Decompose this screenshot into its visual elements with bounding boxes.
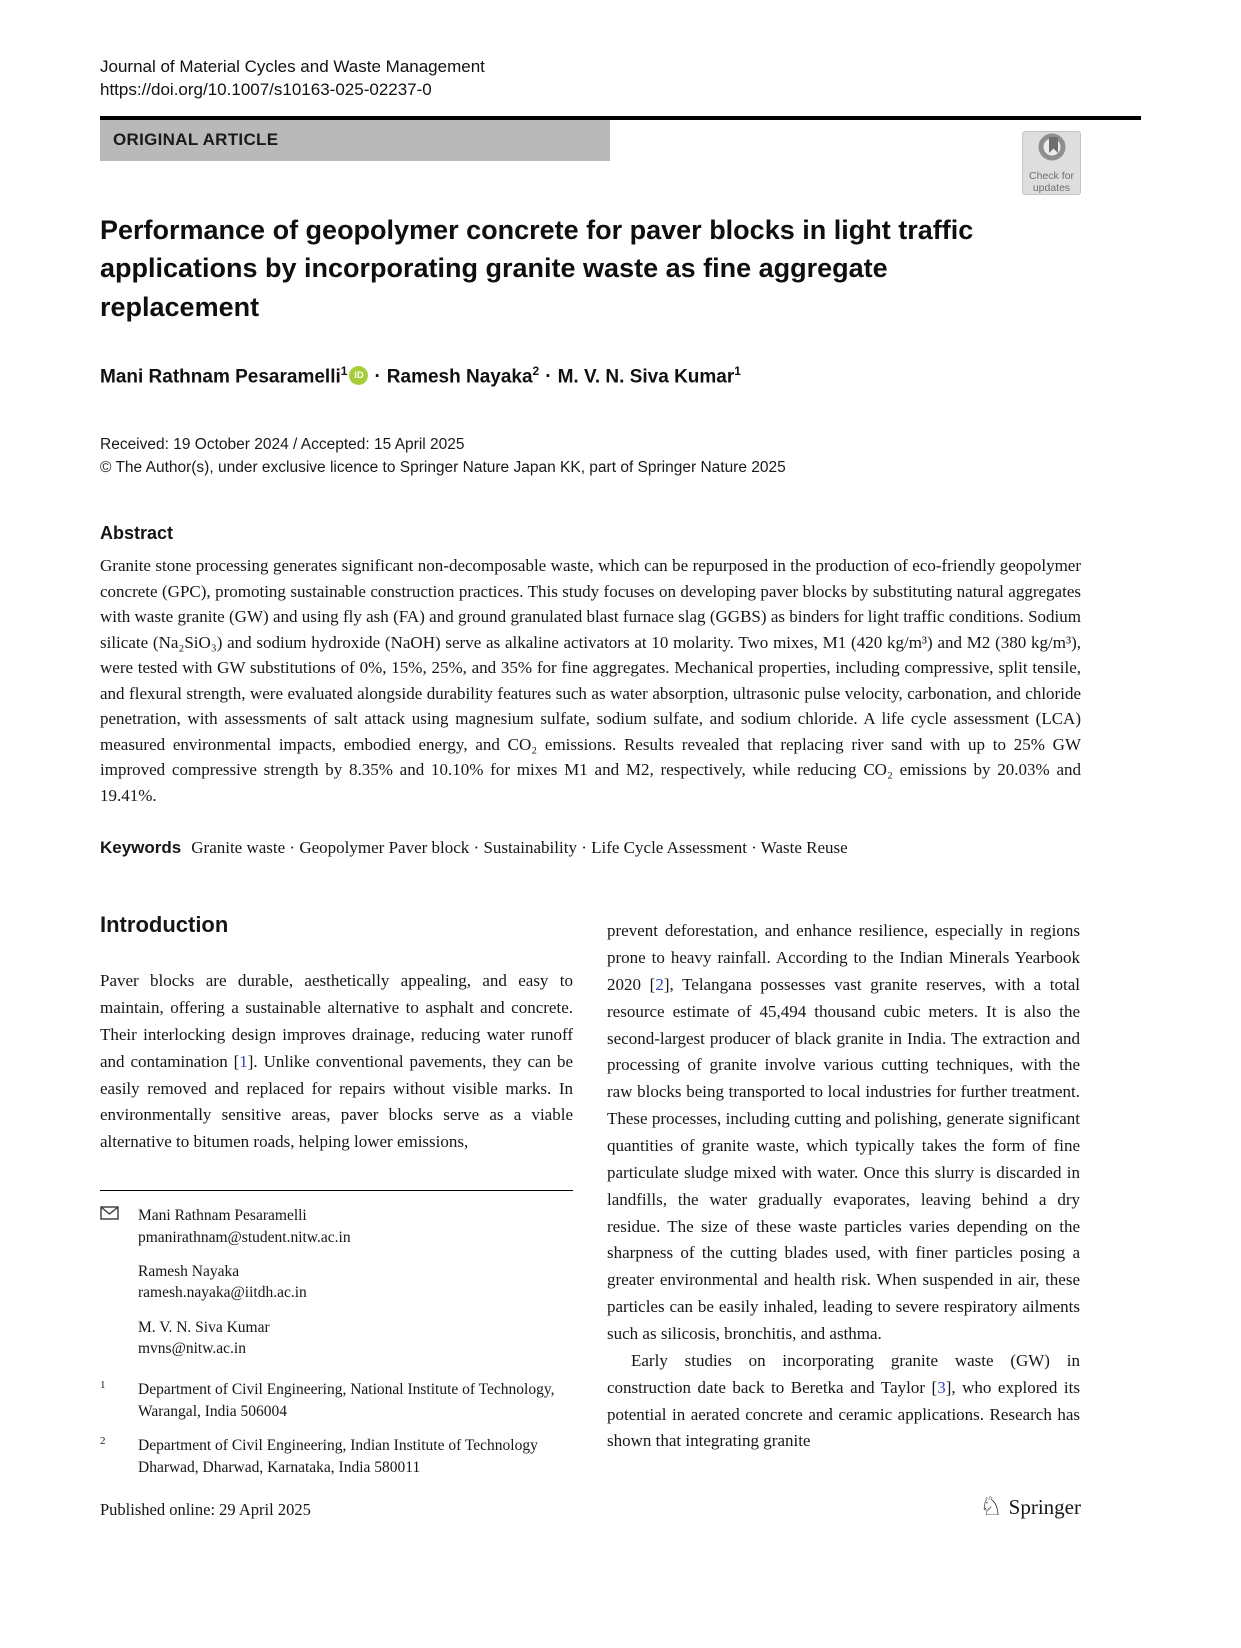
envelope-icon <box>100 1205 138 1248</box>
right-column <box>607 912 1080 1491</box>
page-footer <box>100 1494 1081 1520</box>
copyright-line: © The Author(s), under exclusive licence to Springer Nature Japan KK, part of Springer Nature 2025 <box>100 458 786 476</box>
springer-wordmark: Springer <box>1008 1494 1081 1519</box>
author-3-name: M. V. N. Siva Kumar <box>557 366 735 388</box>
keywords-label: Keywords <box>100 838 182 858</box>
header-rule <box>100 116 1141 195</box>
contact-1-name: Ramesh Nayaka <box>138 1262 240 1280</box>
contact-2-email[interactable]: mvns@nitw.ac.in <box>138 1340 246 1358</box>
contact-2-name: M. V. N. Siva Kumar <box>138 1318 270 1336</box>
left-column <box>100 912 573 1491</box>
doi-link[interactable]: https://doi.org/10.1007/s10163-025-02237-0 <box>100 79 432 99</box>
correspondence-entry <box>100 1205 573 1248</box>
author-2-affiliation-sup: 2 <box>532 363 540 378</box>
abstract-heading: Abstract <box>100 523 174 544</box>
author-separator: · <box>545 366 552 388</box>
author-1-affiliation-sup: 1 <box>340 363 348 378</box>
springer-logo <box>979 1494 1081 1520</box>
footnote-block <box>100 1190 573 1478</box>
orcid-icon[interactable]: iD <box>349 366 368 385</box>
article-type-label: ORIGINAL ARTICLE <box>113 130 279 150</box>
reference-link[interactable]: 3 <box>937 1377 946 1397</box>
author-2-name: Ramesh Nayaka <box>386 366 533 388</box>
received-accepted-line: Received: 19 October 2024 / Accepted: 15 April 2025 <box>100 436 465 454</box>
article-title: Performance of geopolymer concrete for paver blocks in light traffic applications by incorporating granite waste as fine aggregate replacement <box>100 214 974 322</box>
intro-paragraph-right-1: prevent deforestation, and enhance resilience, especially in regions prone to heavy rainfall. According to the Indian Minerals Yearbook 2020 [2], Telangana possesses vast granite reserves, with a total resource estimate of 45,494 thousand cubic meters. It is also the second-largest producer of black granite in India. The extraction and processing of granite involve various cutting techniques, with the raw blocks being transported to local industries for further treatment. These processes, including cutting and polishing, generate significant quantities of granite waste, which typically takes the form of fine particulate sludge mixed with water. Once this slurry is discarded in landfills, the water gradually evaporates, leaving behind a dry residue. The size of these waste particles varies depending on the sharpness of the cutting blades used, with finer particles posing a greater environmental and health risk. When suspended in air, these particles can be easily inhaled, leading to severe respiratory ailments such as silicosis, bronchitis, and asthma. <box>607 921 1080 1344</box>
check-for-updates-label-2: updates <box>1032 182 1071 195</box>
correspondence-name: Mani Rathnam Pesaramelli <box>138 1207 307 1225</box>
published-online: Published online: 29 April 2025 <box>100 1500 311 1519</box>
article-type-banner <box>100 120 610 161</box>
correspondence-email[interactable]: pmanirathnam@student.nitw.ac.in <box>138 1228 351 1246</box>
affiliation-entry <box>100 1435 573 1478</box>
journal-name: Journal of Material Cycles and Waste Management <box>100 57 485 76</box>
intro-paragraph-right-2: Early studies on incorporating granite waste (GW) in construction date back to Beretka and Taylor [3], who explored its potential in aerated concrete and ceramic applications. Research has shown that integrating granite <box>607 1350 1080 1451</box>
author-1-name: Mani Rathnam Pesaramelli <box>100 366 341 388</box>
check-for-updates-badge[interactable] <box>1022 131 1081 195</box>
author-separator: · <box>374 366 381 388</box>
introduction-heading: Introduction <box>100 912 229 938</box>
abstract-section <box>100 523 1081 808</box>
contact-entry <box>100 1261 573 1304</box>
check-for-updates-icon <box>1035 131 1069 170</box>
keywords-value: Granite waste · Geopolymer Paver block · Sustainability · Life Cycle Assessment · Waste Reuse <box>191 838 848 858</box>
abstract-text: Granite stone processing generates significant non-decomposable waste, which can be repurposed in the production of eco-friendly geopolymer concrete (GPC), promoting sustainable construction practices. This study focuses on developing paver blocks by substituting natural aggregates with waste granite (GW) and using fly ash (FA) and ground granulated blast furnace slag (GGBS) as binders for light traffic conditions. Sodium silicate (Na₂SiO₃) and sodium hydroxide (NaOH) serve as alkaline activators at 10 molarity. Two mixes, M1 (420 kg/m³) and M2 (380 kg/m³), were tested with GW substitutions of 0%, 15%, 25%, and 35% for fine aggregates. Mechanical properties, including compressive, split tensile, and flexural strength, were evaluated alongside durability features such as water absorption, ultrasonic pulse velocity, carbonation, and chloride penetration, with assessments of salt attack using magnesium sulfate, sodium sulfate, and sodium chloride. A life cycle assessment (LCA) measured environmental impacts, embodied energy, and CO₂ emissions. Results revealed that replacing river sand with up to 25% GW improved compressive strength by 8.35% and 10.10% for mixes M1 and M2, respectively, while reducing CO₂ emissions by 20.03% and 19.41%. <box>100 556 1081 805</box>
affiliation-2-text: Department of Civil Engineering, Indian Institute of Technology Dharwad, Dharwad, Karnataka, India 580011 <box>138 1437 538 1476</box>
springer-knight-icon: ♘ <box>979 1492 1003 1521</box>
authors-line <box>100 364 1141 388</box>
affiliation-entry <box>100 1379 573 1422</box>
author-3-affiliation-sup: 1 <box>734 363 741 378</box>
affiliation-1-text: Department of Civil Engineering, National Institute of Technology, Warangal, India 506004 <box>138 1381 555 1420</box>
contact-1-email[interactable]: ramesh.nayaka@iitdh.ac.in <box>138 1284 307 1302</box>
reference-link[interactable]: 2 <box>655 974 664 994</box>
affiliation-1-number: 1 <box>100 1379 106 1392</box>
check-for-updates-label-1: Check for <box>1029 170 1074 183</box>
affiliation-2-number: 2 <box>100 1435 106 1448</box>
intro-paragraph-left: Paver blocks are durable, aesthetically appealing, and easy to maintain, offering a sustainable alternative to asphalt and concrete. Their interlocking design improves drainage, reducing water runoff and contamination [1]. Unlike conventional pavements, they can be easily removed and replaced for repairs without visible marks. In environmentally sensitive areas, paver blocks serve as a viable alternative to bitumen roads, helping lower emissions, <box>100 971 573 1152</box>
reference-link[interactable]: 1 <box>239 1051 248 1071</box>
body-columns <box>100 912 1081 1491</box>
keywords-line <box>100 838 1141 858</box>
contact-entry <box>100 1317 573 1360</box>
